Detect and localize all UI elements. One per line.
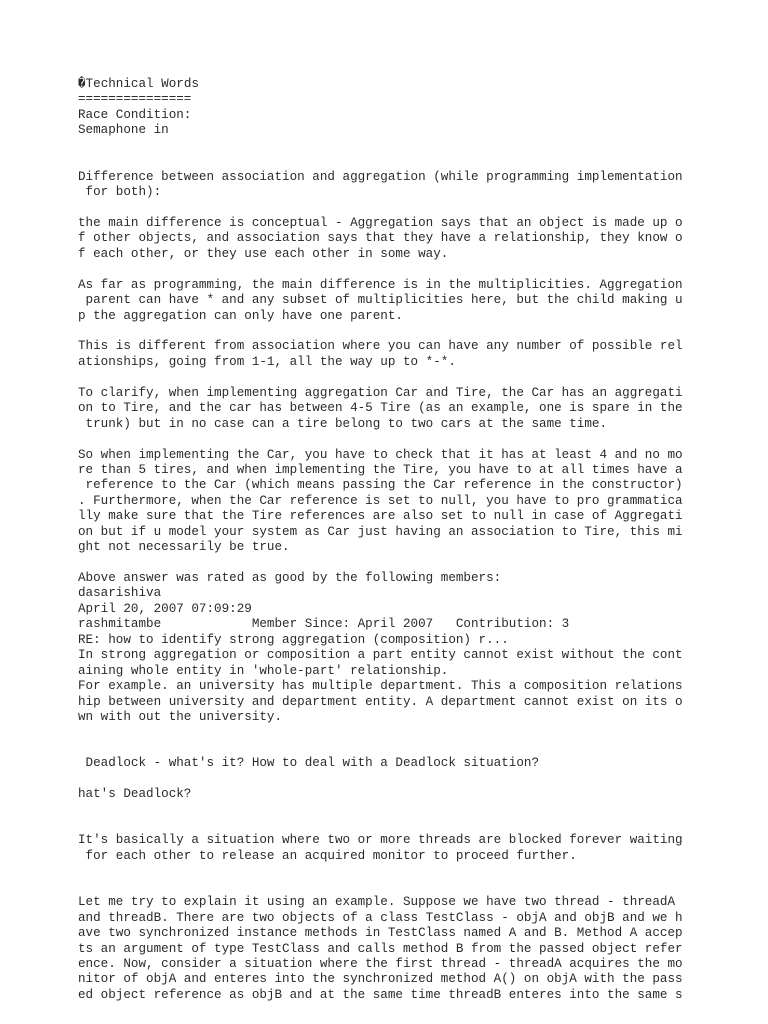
text-line: ts an argument of type TestClass and calls method B from the passed object refer	[78, 941, 683, 956]
blank-line	[78, 262, 758, 277]
text-line: re than 5 tires, and when implementing the Tire, you have to at all times have a	[78, 462, 683, 477]
blank-line	[78, 139, 758, 154]
blank-line	[78, 201, 758, 216]
text-line: Deadlock - what's it? How to deal with a Deadlock situation?	[78, 756, 540, 771]
text-line: f other objects, and association says that they have a relationship, they know o	[78, 231, 683, 246]
text-line: for both):	[78, 185, 162, 200]
text-line: wn with out the university.	[78, 709, 283, 724]
text-line: rashmitambe Member Since: April 2007 Contribution: 3	[78, 617, 570, 632]
text-line: To clarify, when implementing aggregation Car and Tire, the Car has an aggregati	[78, 385, 683, 400]
text-line: hip between university and department entity. A department cannot exist on its o	[78, 694, 683, 709]
text-line: p the aggregation can only have one parent.	[78, 308, 403, 323]
blank-line	[78, 324, 758, 339]
text-line: So when implementing the Car, you have to check that it has at least 4 and no mo	[78, 447, 683, 462]
text-line: �Technical Words	[78, 77, 199, 91]
text-line: This is different from association where you can have any number of possible rel	[78, 339, 683, 354]
blank-line	[78, 772, 758, 787]
text-line: Difference between association and aggregation (while programming implementation	[78, 169, 683, 184]
text-line: Semaphone in	[78, 123, 169, 138]
blank-line	[78, 432, 758, 447]
text-line: for each other to release an acquired monitor to proceed further.	[78, 848, 577, 863]
text-line: ationships, going from 1-1, all the way up to *-*.	[78, 354, 456, 369]
text-line: RE: how to identify strong aggregation (composition) r...	[78, 632, 509, 647]
blank-line	[78, 725, 758, 740]
text-line: reference to the Car (which means passing the Car reference in the constructor)	[78, 478, 683, 493]
text-line: aining whole entity in 'whole-part' relationship.	[78, 663, 449, 678]
text-line: As far as programming, the main difference is in the multiplicities. Aggregation	[78, 277, 683, 292]
blank-line	[78, 556, 758, 571]
text-line: and threadB. There are two objects of a class TestClass - objA and objB and we h	[78, 910, 683, 925]
text-line: parent can have * and any subset of multiplicities here, but the child making u	[78, 293, 683, 308]
text-line: f each other, or they use each other in some way.	[78, 246, 449, 261]
blank-line	[78, 818, 758, 833]
text-line: lly make sure that the Tire references are also set to null in case of Aggregati	[78, 509, 683, 524]
text-line: on but if u model your system as Car just having an association to Tire, this mi	[78, 524, 683, 539]
text-line: dasarishiva	[78, 586, 162, 601]
document-text	[78, 77, 758, 1003]
text-line: trunk) but in no case can a tire belong to two cars at the same time.	[78, 416, 608, 431]
text-line: ght not necessarily be true.	[78, 540, 290, 555]
text-line: Let me try to explain it using an example. Suppose we have two thread - threadA	[78, 895, 676, 910]
text-line: Above answer was rated as good by the following members:	[78, 571, 502, 585]
text-line: ===============	[78, 92, 192, 107]
text-line: It's basically a situation where two or more threads are blocked forever waiting	[78, 833, 683, 848]
text-line: For example. an university has multiple department. This a composition relations	[78, 679, 683, 694]
blank-line	[78, 741, 758, 756]
blank-line	[78, 154, 758, 169]
text-line: Race Condition:	[78, 107, 192, 122]
text-line: nitor of objA and enteres into the synchronized method A() on objA with the pass	[78, 972, 683, 987]
blank-line	[78, 880, 758, 895]
text-line: ed object reference as objB and at the same time threadB enteres into the same s	[78, 987, 683, 1002]
text-line: ave two synchronized instance methods in TestClass named A and B. Method A accep	[78, 926, 683, 941]
text-line: on to Tire, and the car has between 4-5 Tire (as an example, one is spare in the	[78, 401, 683, 416]
blank-line	[78, 864, 758, 879]
text-line: hat's Deadlock?	[78, 787, 192, 802]
blank-line	[78, 370, 758, 385]
text-line: April 20, 2007 07:09:29	[78, 601, 252, 616]
blank-line	[78, 803, 758, 818]
text-line: In strong aggregation or composition a part entity cannot exist without the cont	[78, 648, 683, 663]
text-line: ence. Now, consider a situation where the first thread - threadA acquires the mo	[78, 956, 683, 971]
text-line: the main difference is conceptual - Aggregation says that an object is made up o	[78, 215, 683, 230]
text-line: . Furthermore, when the Car reference is set to null, you have to pro grammatica	[78, 493, 683, 508]
